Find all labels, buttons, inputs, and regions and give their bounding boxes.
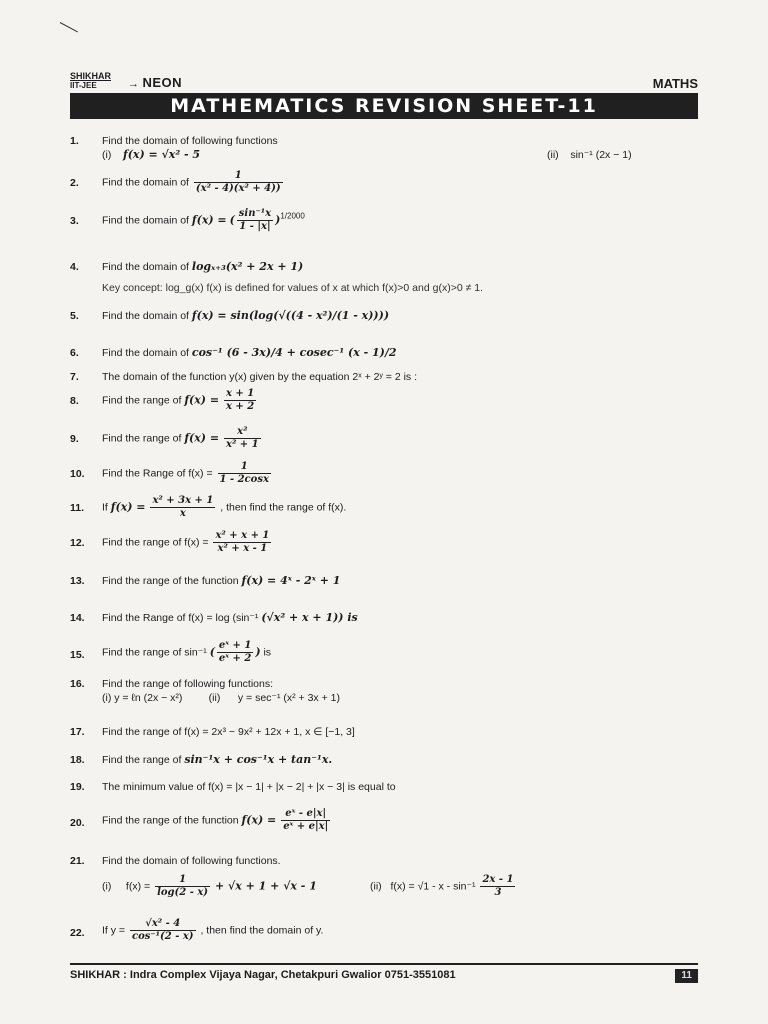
- question-text: Find the range of: [102, 394, 182, 407]
- question-number: 12.: [70, 537, 85, 549]
- scan-mark: [60, 22, 78, 32]
- question-number: 17.: [70, 726, 85, 738]
- fraction-denominator: x² + x - 1: [213, 542, 271, 555]
- fraction-numerator: x + 1: [225, 388, 255, 399]
- fraction-numerator: eˣ + 1: [218, 640, 252, 651]
- fraction: [224, 388, 256, 413]
- fraction: [155, 874, 210, 899]
- fraction-denominator: (x² - 4)(x² + 4)): [195, 183, 281, 194]
- expr-lhs: f(x) =: [184, 431, 220, 445]
- expression: f(x) = sin(log(√((4 - x²)/(1 - x)))): [191, 309, 390, 322]
- sub-label-i: (i): [102, 880, 112, 893]
- expr-lhs: f(x) =: [191, 213, 227, 227]
- question-number: 3.: [70, 215, 79, 227]
- question-tail: , then find the domain of y.: [200, 924, 324, 937]
- question-text: If: [102, 501, 108, 514]
- sub-expr-ii: y = sec⁻¹ (x² + 3x + 1): [237, 692, 340, 704]
- key-concept-text: log_g(x) f(x) is defined for values of x at which f(x)>0 and g(x)>0 ≠ 1.: [165, 282, 484, 294]
- question-number: 9.: [70, 433, 79, 445]
- sub-label-ii: (ii): [208, 692, 221, 704]
- question-number: 13.: [70, 575, 85, 587]
- sub-expr-i: (i) y = ℓn (2x − x²): [102, 692, 183, 704]
- question-number: 2.: [70, 177, 79, 189]
- fraction-numerator: 2x - 1: [482, 874, 514, 885]
- question-text: Find the range of sin⁻¹: [102, 646, 207, 659]
- sub-tail-i: + √x + 1 + √x - 1: [214, 879, 317, 893]
- logo: [70, 72, 111, 90]
- question-number: 21.: [70, 855, 85, 867]
- question-number: 8.: [70, 395, 79, 407]
- footer-address: SHIKHAR : Indra Complex Vijaya Nagar, Chetakpuri Gwalior 0751-3551081: [70, 969, 456, 981]
- fraction: [213, 530, 271, 555]
- question-number: 10.: [70, 468, 85, 480]
- question-number: 18.: [70, 754, 85, 766]
- expression: f(x) = 4ˣ - 2ˣ + 1: [241, 574, 341, 587]
- question-number: 1.: [70, 135, 79, 147]
- footer: [70, 963, 698, 987]
- header: [70, 72, 698, 92]
- expr-lhs: f(x) =: [110, 500, 146, 514]
- question-text: Find the domain of: [102, 176, 189, 189]
- fraction-numerator: 1: [240, 461, 248, 472]
- fraction: [150, 495, 215, 520]
- fraction: [194, 170, 283, 195]
- fraction-denominator: 1 - 2cosx: [219, 474, 269, 485]
- question-text: The minimum value of f(x) = |x − 1| + |x − 2| + |x − 3| is equal to: [102, 781, 396, 793]
- question-number: 14.: [70, 612, 85, 624]
- sheet-title: MATHEMATICS REVISION SHEET-11: [70, 93, 698, 119]
- fraction: [218, 461, 271, 486]
- fraction-denominator: 1 - |x|: [237, 220, 273, 233]
- series-name: → NEON: [128, 75, 182, 90]
- fraction-denominator: log(2 - x): [157, 887, 209, 898]
- question-number: 22.: [70, 927, 85, 939]
- expr-lhs: f(x) =: [184, 393, 220, 407]
- revision-sheet-page: SHIKHAR IIT-JEE → NEON MATHS MATHEMATICS REVISION SHEET-11 1. Find the domain of following functions (i) f(x) = √x² - 5 (ii) sin⁻¹ (2x − 1) 2. Find the domain of $\frac{1}{\text{(x² - 4)(x² + 4))}}$ 3. Find the domain of f(x) = ( $\frac{\text{sin⁻¹x}}{1 - |x|}$ )$^{1/2000}$ 4. Find the domain of logₓ₊₃(x² + 2x + 1) Key concept: log_g(x) f(x) is defined for values of x at which f(x)>0 and g(x)>0 ≠ 1. 5. Find the domain of f(x) = sin(log(√((4 - x²)/(1 - x)))) 6. Find the domain of cos⁻¹ (6 - 3x)/4 + cosec⁻¹ (x - 1)/2 7. The domain of the function y(x) given by the equation 2ˣ + 2ʸ = 2 is : 8. Find the range of f(x) = $\frac{x + 1}{x + 2}$ 9. Find the range of f(x) = $\frac{\text{x²}}{\text{x² + 1}}$ 10. Find the Range of f(x) = $\frac{1}{1 - 2\cos x}$ 11. If f(x) = $\frac{\text{x² + 3x + 1}}{x}$ , then find the range of f(x). 12. Find the range of f(x) = $\frac{\text{x² + x + 1}}{\text{x² + x - 1}}$ 13. Find the range of the function f(x) = 4ˣ - 2ˣ + 1 14. Find the Range of f(x) = log (sin⁻¹ (√x² + x + 1)) is 15. Find the range of sin⁻¹ ( $\frac{\text{eˣ + 1}}{\text{eˣ + 2}}$ ) is 16. Find the range of following functions: (i) y = ℓn (2x − x²) (ii) y = sec⁻¹ (x² + 3x + 1) 17. Find the range of f(x) = 2x³ − 9x² + 12x + 1, x ∈ [−1, 3] 18. Find the range of sin⁻¹x + cos⁻¹x + tan⁻¹x. 19. The minimum value of f(x) = |x − 1| + |x − 2| + |x − 3| is equal to 20. Find the range of the function f(x) = $\frac{\text{eˣ - e|x|}}{\text{eˣ + e|x|}}$ 21. Find the domain of following functions. (i) f(x) = $\frac{1}{\log(2 - x)}$ + √x + 1 + √x - 1 (ii) f(x) = √1 - x - sin⁻¹ $\frac{2x - 1}{3}$ 22. If y = $\frac{\text{√x² - 4}}{\text{cos⁻¹(2 - x)}}$ , then find the domain of y. SHIKHAR : Indra Complex Vijaya Nagar, Chetakpuri Gwalior 0751-3551081 11: [0, 0, 768, 1024]
- sub-expr-i: f(x) = √x² - 5: [123, 148, 201, 161]
- question-text: Find the domain of: [102, 347, 189, 359]
- question-text: Find the Range of f(x) = log (sin⁻¹: [102, 612, 259, 624]
- fraction: [480, 874, 515, 899]
- question-number: 20.: [70, 817, 85, 829]
- fraction-denominator: eˣ + 2: [218, 653, 252, 664]
- subject-label: MATHS: [652, 76, 698, 91]
- question-number: 15.: [70, 649, 85, 661]
- fraction-denominator: x: [150, 507, 215, 520]
- question-text: Find the domain of following functions: [102, 135, 278, 147]
- page-number: 11: [675, 969, 698, 983]
- question-text: Find the range of the function: [102, 575, 239, 587]
- question-tail: is: [263, 646, 272, 659]
- expression: logₓ₊₃(x² + 2x + 1): [191, 260, 304, 273]
- fraction-denominator: cos⁻¹(2 - x): [131, 931, 194, 942]
- expression: cos⁻¹ (6 - 3x)/4 + cosec⁻¹ (x - 1)/2: [191, 346, 397, 359]
- question-text: Find the domain of: [102, 310, 189, 322]
- question-text: Find the range of: [102, 754, 182, 766]
- question-text: The domain of the function y(x) given by the equation 2ˣ + 2ʸ = 2 is :: [102, 371, 417, 383]
- question-text: Find the Range of f(x) =: [102, 467, 213, 480]
- sub-lhs-i: f(x) =: [125, 880, 151, 893]
- question-text: Find the range of following functions:: [102, 678, 274, 690]
- fraction-numerator: 1: [179, 874, 187, 885]
- question-number: 4.: [70, 261, 79, 273]
- expression: sin⁻¹x + cos⁻¹x + tan⁻¹x.: [184, 753, 333, 766]
- sub-lhs-ii: f(x) = √1 - x - sin⁻¹: [390, 880, 476, 893]
- power: 1/2000: [280, 211, 305, 221]
- question-number: 5.: [70, 310, 79, 322]
- question-text: Find the range of f(x) = 2x³ − 9x² + 12x + 1, x ∈ [−1, 3]: [102, 726, 355, 738]
- sub-label-i: (i): [102, 149, 112, 161]
- fraction-denominator: eˣ + e|x|: [283, 821, 329, 832]
- sub-label-ii: (ii): [547, 149, 559, 161]
- question-text: Find the range of the function: [102, 814, 239, 827]
- fraction-numerator: x² + 3x + 1: [152, 495, 214, 506]
- fraction: [130, 918, 196, 943]
- fraction-numerator: √x² - 4: [145, 918, 181, 929]
- question-text: Find the domain of: [102, 214, 189, 227]
- fraction-numerator: x² + x + 1: [215, 530, 270, 541]
- fraction-numerator: x²: [237, 426, 248, 437]
- expr-lhs: f(x) =: [241, 813, 277, 827]
- question-number: 11.: [70, 502, 85, 514]
- fraction: [237, 208, 273, 233]
- fraction-numerator: eˣ - e|x|: [285, 808, 327, 819]
- fraction-denominator: x² + 1: [225, 439, 259, 450]
- question-text: Find the range of: [102, 432, 182, 445]
- fraction: [281, 808, 330, 833]
- fraction-numerator: 1: [234, 170, 242, 181]
- logo-top: SHIKHAR: [70, 71, 112, 81]
- fraction-numerator: sin⁻¹x: [238, 208, 272, 219]
- question-text: Find the domain of following functions.: [102, 855, 281, 867]
- question-text: If y =: [102, 924, 126, 937]
- question-tail: , then find the range of f(x).: [220, 501, 347, 514]
- sub-expr-ii: sin⁻¹ (2x − 1): [570, 149, 632, 161]
- fraction: [217, 640, 253, 665]
- sub-label-ii: (ii): [370, 880, 382, 893]
- key-concept-label: Key concept:: [102, 282, 163, 294]
- question-number: 7.: [70, 371, 79, 383]
- question-text: Find the domain of: [102, 261, 189, 273]
- question-number: 6.: [70, 347, 79, 359]
- logo-bottom: IIT-JEE: [70, 81, 97, 90]
- fraction: [224, 426, 261, 451]
- fraction-denominator: x + 2: [225, 401, 255, 412]
- question-number: 19.: [70, 781, 85, 793]
- question-text: Find the range of f(x) =: [102, 536, 209, 549]
- question-number: 16.: [70, 678, 85, 690]
- expression: (√x² + x + 1)) is: [261, 611, 358, 624]
- fraction-denominator: 3: [480, 886, 515, 899]
